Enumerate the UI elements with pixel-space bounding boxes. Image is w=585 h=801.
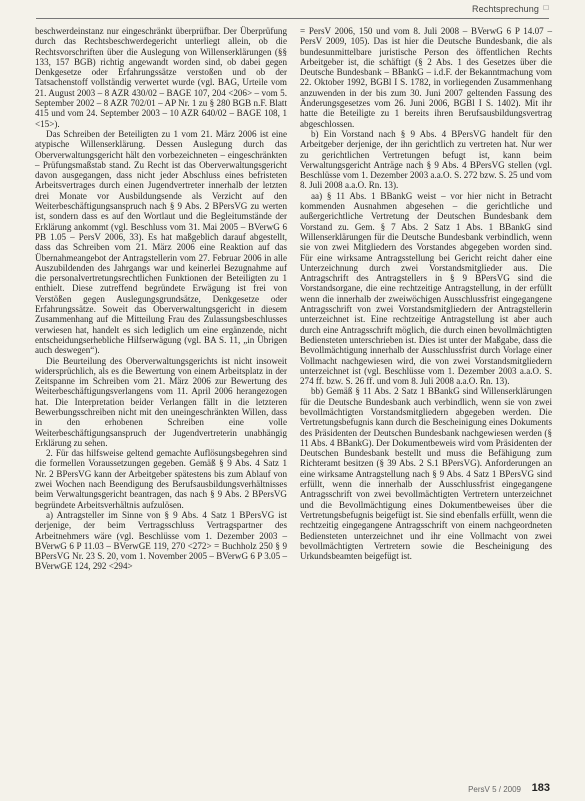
page-number: 183 [531,782,550,794]
paragraph: 2. Für das hilfsweise geltend gemachte Auflösungsbegehren sind die formellen Voraussetzungen gegeben. Gemäß § 9 Abs. 4 Satz 1 Nr. 2 BPersVG kann der Arbeitgeber spätestens bis zum Ablauf von zwei Wochen nach Beendigung des Berufsausbildungsverhältnisses beim Verwaltungsgericht beantragen, das nach § 9 Abs. 2 BPersVG begründete Arbeitsverhältnis aufzulösen. [35,448,287,510]
left-column [35,26,287,572]
header-square-icon: □ [543,3,549,12]
paragraph: bb) Gemäß § 11 Abs. 2 Satz 1 BBankG sind Willenserklärungen für die Deutsche Bundesbank auch verbindlich, wenn sie von zwei bevollmächtigten Vorstandsmitgliedern abgegeben werden. Die Vertretungsbefugnis kann durch die Bescheinigung eines Dokuments des Präsidenten der Deutschen Bundesbank nachgewiesen werden (§ 11 Abs. 4 BBankG). Der Dokumentbeweis wird vom Präsidenten der Deutschen Bundesbank bestellt und muss die Befähigung zum Richteramt besitzen (§ 39 Abs. 2 S.1 BPersVG). Anforderungen an eine wirksame Antragstellung nach § 9 Abs. 4 Satz 1 BPersVG sind erfüllt, wenn die innerhalb der Ausschlussfrist eingegangene Antragsschrift von zwei bevollmächtigten Vertretern unterzeichnet und die Bevollmächtigung eines Dokumentbeweises über die Vertretungsbefugnis beigefügt ist. Sie sind ebenfalls erfüllt, wenn die rechtzeitig eingegangene Antragsschrift von einem nachgeordneten Bediensteten unterzeichnet und ihr eine Vollmacht von zwei bevollmächtigten Vertretern sowie die Bescheinigung des Urkundsbeamten beigefügt ist. [300,386,552,562]
paragraph: = PersV 2006, 150 und vom 8. Juli 2008 – BVerwG 6 P 14.07 – PersV 2009, 105). Das ist hier die Deutsche Bundesbank, die als bundesunmittelbare juristische Person des öffentlichen Rechts Arbeitgeber ist, die schäftigt (§ 2 Abs. 1 des Gesetzes über die Deutsche Bundesbank – BBankG – i.d.F. der Bekanntmachung vom 22. Oktober 1992, BGBl I S. 1782, in vorliegenden Zusammenhang anzuwenden in der bis zum 30. Juni 2007 geltenden Fassung des Änderungsgesetzes vom 26. Juni 2006, BGBl I S. 1402). Mit ihr hatte die Beteiligte zu 1 bereits ihren Berufsausbildungsvertrag abgeschlossen. [300,26,552,129]
page-footer [0,780,585,800]
paragraph: Die Beurteilung des Oberverwaltungsgerichts ist nicht insoweit widersprüchlich, als es die Bewertung von einem Arbeitsplatz in der Zeitspanne im Schreiben vom 21. März 2006 zur Bewertung des Weiterbeschäftigungsverlangens vom 11. April 2006 herangezogen hat. Die Interpretation beider Verlangen fällt in die letzteren Bewerbungsschreiben nicht mit den uneingeschränkten Willen, dass in den erhobenen Schreiben eine volle Weiterbeschäftigungsanspruch der Jugendvertreterin unabhängig Erklärung zu sehen. [35,355,287,448]
journal-reference: PersV 5 / 2009 [468,785,521,794]
header-rule [36,18,549,19]
right-column [300,26,552,561]
section-label: Rechtsprechung [472,4,539,14]
paragraph: beschwerdeinstanz nur eingeschränkt überprüfbar. Der Überprüfung durch das Rechtsbeschwerdegericht unterliegt allein, ob die Rechtsvorschriften über die Auslegung von Willenserklärungen (§§ 133, 157 BGB) richtig angewandt worden sind, ob dabei gegen Denkgesetze oder Erfahrungssätze verstoßen und ob der Tatsachenstoff vollständig verwertet wurde (vgl. BAG, Urteile vom 21. August 2003 – 8 AZR 430/02 – BAGE 107, 204 <206> – vom 5. September 2002 – 8 AZR 702/01 – AP Nr. 1 zu § 280 BGB n.F. Blatt 415 und vom 24. September 2003 – 10 AZR 640/02 – BAGE 108, 1 <15>). [35,26,287,129]
paragraph: a) Antragsteller im Sinne von § 9 Abs. 4 Satz 1 BPersVG ist derjenige, der beim Vertragsschluss Vertragspartner des Arbeitnehmers wäre (vgl. Beschlüsse vom 1. Dezember 2003 – BVerwG 6 P 11.03 – BVerwGE 119, 270 <272> = Buchholz 250 § 9 BPersVG Nr. 23 S. 20, vom 1. November 2005 – BVerwG 6 P 3.05 – BVerwGE 124, 292 <294> [35,509,287,572]
page-header [0,0,585,22]
paragraph: aa) § 11 Abs. 1 BBankG weist – vor hier nicht in Betracht kommenden Ausnahmen abgesehen – die gerichtliche und außergerichtliche Vertretung der Deutschen Bundesbank dem Vorstand zu. Gem. § 7 Abs. 2 Satz 1 Abs. 1 BBankG sind Willenserklärungen für die Deutsche Bundesbank verbindlich, wenn sie von zwei Mitgliedern des Vorstandes abgegeben worden sind. Für eine wirksame Antragsstellung bei Gericht reicht daher eine Unterzeichnung durch zwei Vorstandsmitglieder aus. Die Antragschrift des Antragstellers in § 9 BPersVG sind die Vorstandsorgane, die eine rechtzeitige Antragstellung, in der erfüllt wenn die innerhalb der zweiwöchigen Ausschlussfrist eingegangene Antragsschrift von zwei Vorstandsmitgliedern der Antragstellerin unterzeichnet ist. Eine rechtzeitige Antragstellung ist aber auch durch eine Antragsschrift möglich, die durch einen bevollmächtigten Bediensteten unterschrieben ist. Dies ist unter der Maßgabe, dass die Bevollmächtigung innerhalb der Ausschlussfrist durch Vorlage einer Vollmacht nachgewiesen wird, die von zwei Vorstandsmitgliedern unterzeichnet ist (vgl. Beschlüsse vom 1. Dezember 2003 a.a.O. S. 274 ff. bzw. S. 26 ff. und vom 8. Juli 2008 a.a.O. Rn. 13). [300,190,552,387]
paragraph: Das Schreiben der Beteiligten zu 1 vom 21. März 2006 ist eine atypische Willenserklärung. Dessen Auslegung durch das Oberverwaltungsgericht hält den vorbezeichneten – eingeschränkten – Prüfungsmaßstab stand. Zu Recht ist das Oberverwaltungsgericht davon ausgegangen, dass nicht jeder Abschluss eines befristeten Arbeitsvertrages durch einen Jugendvertreter innerhalb der letzten drei Monate vor Ausbildungsende als Verzicht auf den Weiterbeschäftigungsanspruch nach § 9 Abs. 2 BPersVG zu werten ist, sondern dass es auf den Wortlaut und die Begleitumstände der Erklärung ankommt (vgl. Beschluss vom 31. Mai 2005 – BVerwG 6 PB 1.05 – PersV 2006, 33). Es hat maßgeblich darauf abgestellt, dass das Schreiben vom 21. März 2006 eine Reaktion auf das Übernahmeangebot der Antragstellerin vom 27. Februar 2006 in alle Auszubildenden des Jahrgangs war und keinerlei Bezugnahme auf die personalvertretungsrechtlichen Funktionen der Beteiligten zu 1 enthielt. Diese zutreffend begründete Erwägung ist frei von Verstößen gegen Auslegungsgrundsätze, Denkgesetze oder Erfahrungssätze. Soweit das Oberverwaltungsgericht in diesem Zusammenhang auf die Mitteilung Frau des Zulassungsbeschlusses verwiesen hat, handelt es sich lediglich um eine ergänzende, nicht entscheidungserhebliche Hilfserwägung (vgl. BA S. 11, „in Übrigen auch deswegen“). [35,128,287,356]
paragraph: b) Ein Vorstand nach § 9 Abs. 4 BPersVG handelt für den Arbeitgeber derjenige, der ihn gerichtlich zu vertreten hat. Nur wer zu gerichtlichen Vertretungen befugt ist, kann beim Verwaltungsgericht Anträge nach § 9 Abs. 4 BPersVG stellen (vgl. Beschlüsse vom 1. Dezember 2003 a.a.O. S. 272 bzw. S. 25 und vom 8. Juli 2008 a.a.O. Rn. 13). [300,128,552,191]
